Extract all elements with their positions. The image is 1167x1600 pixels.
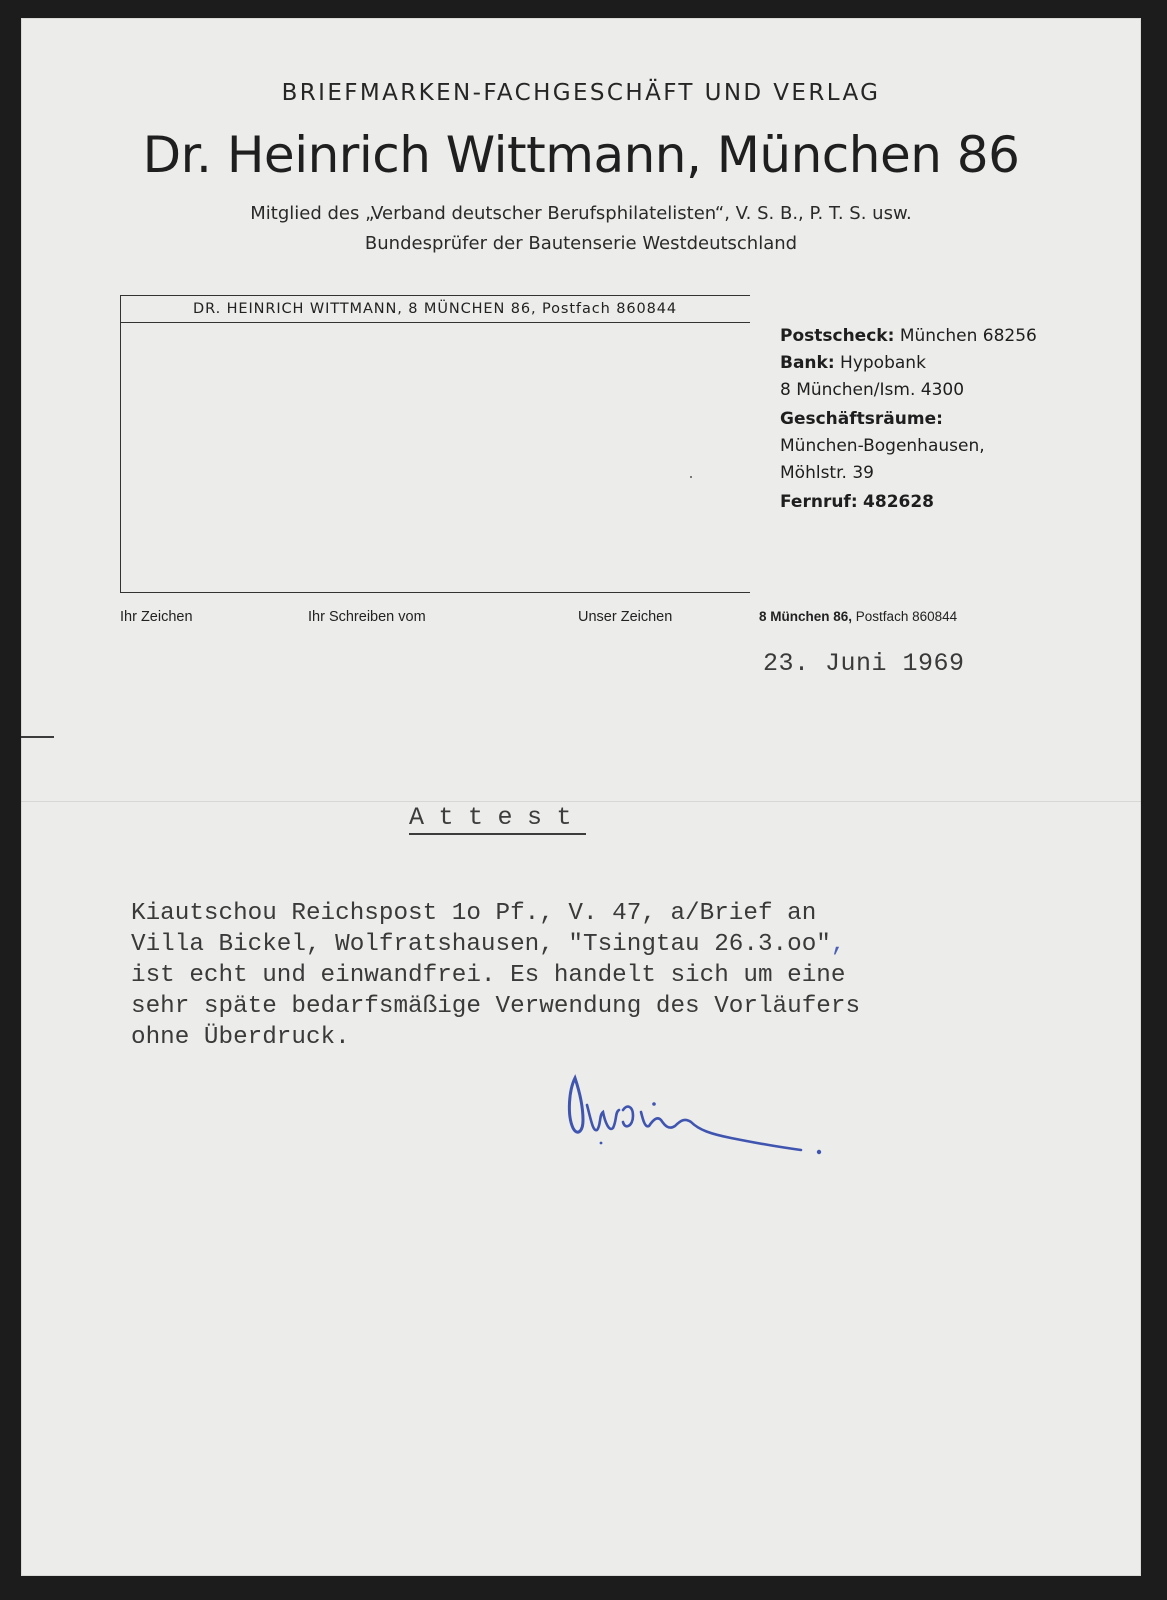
address-bottom-rule xyxy=(120,592,750,593)
phone-value: 482628 xyxy=(863,492,935,512)
ref-unser-zeichen: Unser Zeichen xyxy=(578,609,673,625)
fold-mark xyxy=(21,736,54,738)
postscheck-line xyxy=(780,322,1120,351)
phone-label: Fernruf: xyxy=(780,492,858,512)
ref-postfach xyxy=(759,609,957,624)
bank-label: Bank: xyxy=(780,353,835,373)
postscheck-label: Postscheck: xyxy=(780,326,895,346)
letter-date: 23. Juni 1969 xyxy=(763,649,965,678)
ref-postfach-number: Postfach 860844 xyxy=(855,609,958,624)
address-window xyxy=(120,295,750,595)
phone-line xyxy=(780,488,1120,517)
body-line-2: Villa Bickel, Wolfratshausen, "Tsingtau 26.3.oo" xyxy=(131,931,831,958)
ref-ihr-schreiben: Ihr Schreiben vom xyxy=(308,609,426,625)
letterhead-role: Bundesprüfer der Bautenserie Westdeutschland xyxy=(364,233,798,254)
letterhead-membership: Mitglied des „Verband deutscher Berufsphilatelisten“, V. S. B., P. T. S. usw. xyxy=(250,203,912,224)
body-line-2-comma: , xyxy=(830,931,846,958)
contact-block xyxy=(780,322,1120,517)
signature-icon xyxy=(561,1060,841,1160)
body-line-4: sehr späte bedarfsmäßige Verwendung des Vorläufers xyxy=(131,993,861,1020)
bank-line xyxy=(780,351,1120,376)
letter-sheet xyxy=(21,18,1141,1576)
body-line-1: Kiautschou Reichspost 1o Pf., V. 47, a/Brief an xyxy=(131,900,817,927)
fold-line xyxy=(21,801,1141,802)
bank-account: 8 München/Ism. 4300 xyxy=(780,380,965,400)
address-top-rule xyxy=(120,295,750,296)
rooms-line1: München-Bogenhausen, xyxy=(780,436,985,456)
ref-city: 8 München 86, xyxy=(759,609,853,624)
rooms-line2: Möhlstr. 39 xyxy=(780,463,874,483)
bank-value: Hypobank xyxy=(840,353,926,373)
letterhead-tagline: BRIEFMARKEN-FACHGESCHÄFT UND VERLAG xyxy=(281,80,881,106)
letter-body xyxy=(131,898,1121,1053)
letter-heading: Attest xyxy=(409,803,586,835)
return-address: DR. HEINRICH WITTMANN, 8 MÜNCHEN 86, Postfach 860844 xyxy=(193,301,677,317)
body-line-2-wrap xyxy=(131,929,1121,960)
address-left-rule xyxy=(120,295,121,592)
ref-ihr-zeichen: Ihr Zeichen xyxy=(120,609,193,625)
address-second-rule xyxy=(120,322,750,323)
postscheck-value: München 68256 xyxy=(899,326,1037,346)
body-line-3: ist echt und einwandfrei. Es handelt sich um eine xyxy=(131,962,846,989)
letterhead-name: Dr. Heinrich Wittmann, München 86 xyxy=(142,126,1020,184)
rooms-label: Geschäftsräume: xyxy=(780,409,943,429)
body-line-5: ohne Überdruck. xyxy=(131,1024,350,1051)
address-dot-mark xyxy=(690,476,692,478)
